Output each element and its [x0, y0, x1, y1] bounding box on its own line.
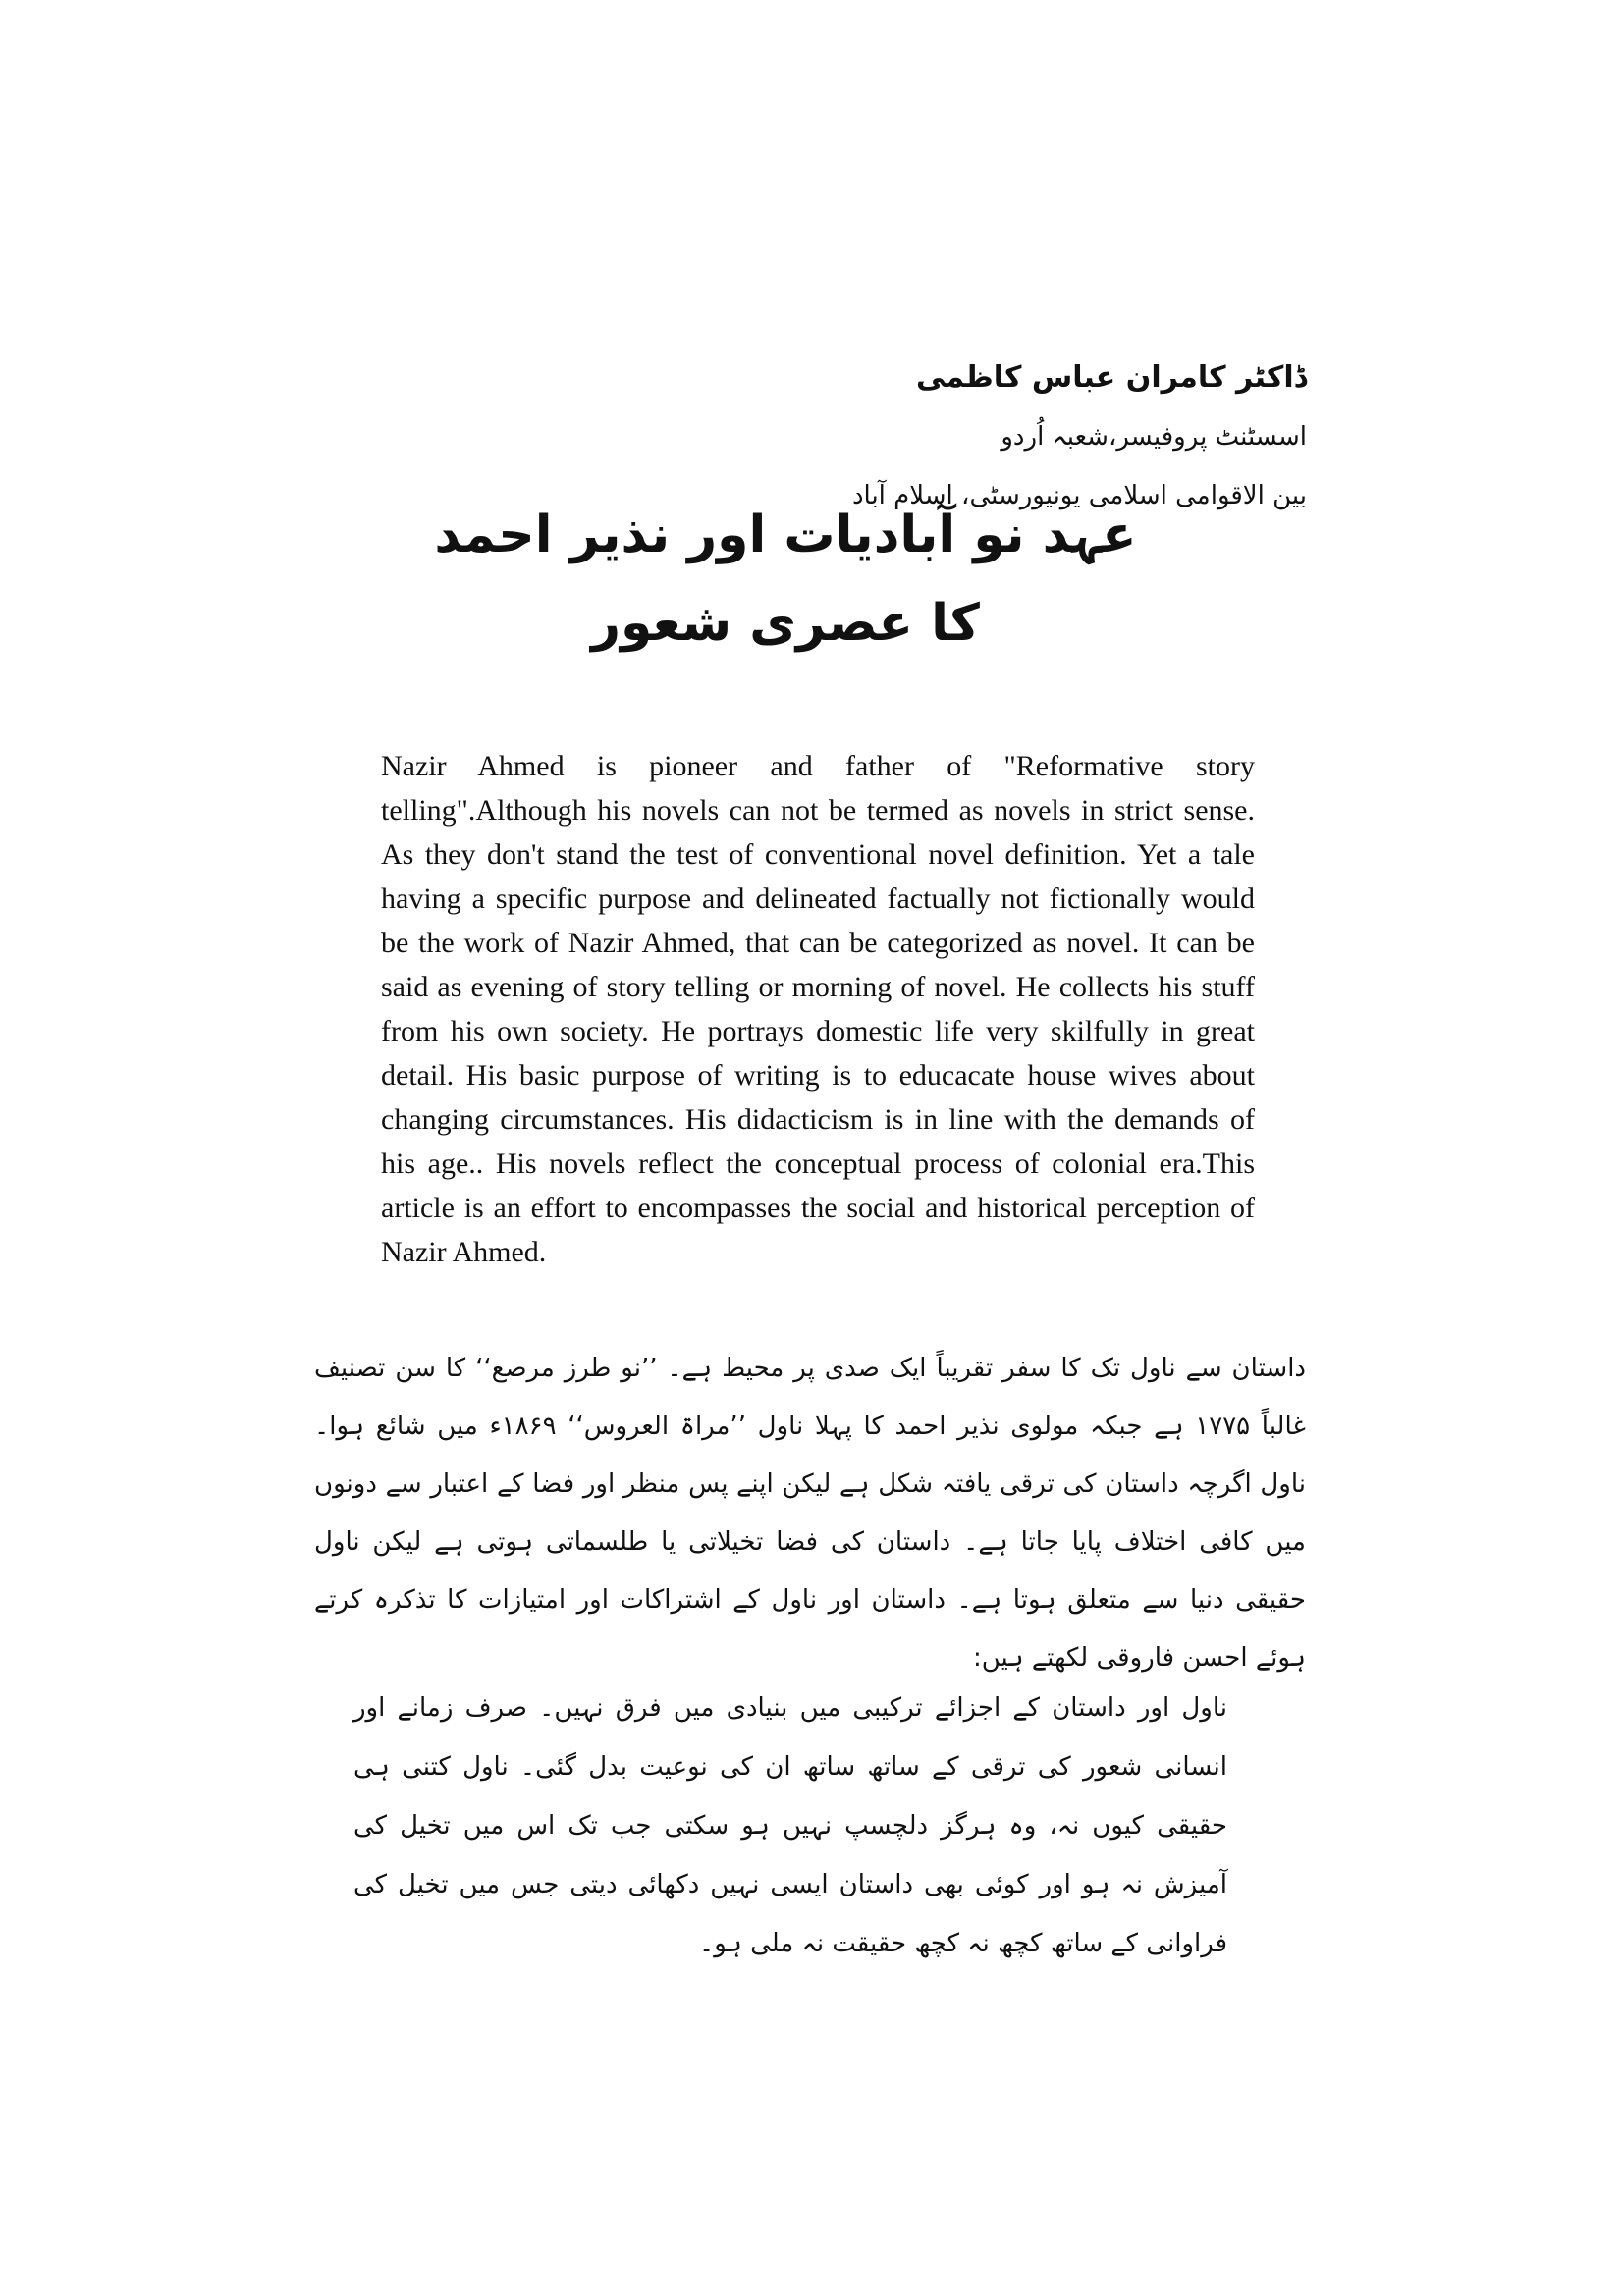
article-title: عہد نو آبادیات اور نذیر احمد کا عصری شعور — [434, 506, 1137, 653]
author-name: ڈاکٹر کامران عباس کاظمی — [916, 360, 1307, 395]
author-designation: اسسٹنٹ پروفیسر،شعبہ اُردو — [1001, 422, 1307, 452]
block-quote: ناول اور داستان کے اجزائے ترکیبی میں بنیادی میں فرق نہیں۔ صرف زمانے اور انسانی شعور کی ترقی کے ساتھ ساتھ ان کی نوعیت بدل گئی۔ ناول کتنی ہی حقیقی کیوں نہ، وہ ہرگز دلچسپ نہیں ہو سکتی جب تک اس میں تخیل کی آمیزش نہ ہو اور کوئی بھی داستان ایسی نہیں دکھائی دیتی جس میں تخیل کی فراوانی کے ساتھ کچھ نہ کچھ حقیقت نہ ملی ہو۔ — [353, 1693, 1227, 1958]
body-paragraph: داستان سے ناول تک کا سفر تقریباً ایک صدی پر محیط ہے۔ ’’نو طرز مرصع‘‘ کا سن تصنیف غالباً ۱۷۷۵ ہے جبکہ مولوی نذیر احمد کا پہلا ناول ’’مراۃ العروس‘‘ ۱۸۶۹ء میں شائع ہوا۔ ناول اگرچہ داستان کی ترقی یافتہ شکل ہے لیکن اپنے پس منظر اور فضا کے اعتبار سے دونوں میں کافی اختلاف پایا جاتا ہے۔ داستان کی فضا تخیلاتی یا طلسماتی ہوتی ہے لیکن ناول حقیقی دنیا سے متعلق ہوتا ہے۔ داستان اور ناول کے اشتراکات اور امتیازات کا تذکرہ کرتے ہوئے احسن فاروقی لکھتے ہیں: — [314, 1354, 1306, 1673]
abstract: Nazir Ahmed is pioneer and father of "Reformative story telling".Although his novels can not be termed as novels in strict sense. As they don't stand the test of conventional novel definition. Yet a tale having a specific purpose and delineated factually not fictionally would be the work of Nazir Ahmed, that can be categorized as novel. It can be said as evening of story telling or morning of novel. He collects his stuff from his own society. He portrays domestic life very skilfully in great detail. His basic purpose of writing is to educacate house wives about changing circumstances. His didacticism is in line with the demands of his age.. His novels reflect the conceptual process of colonial era.This article is an effort to encompasses the social and historical perception of Nazir Ahmed. — [381, 750, 1255, 1268]
author-institution: بین الاقوامی اسلامی یونیورسٹی، اسلام آباد — [851, 481, 1307, 510]
